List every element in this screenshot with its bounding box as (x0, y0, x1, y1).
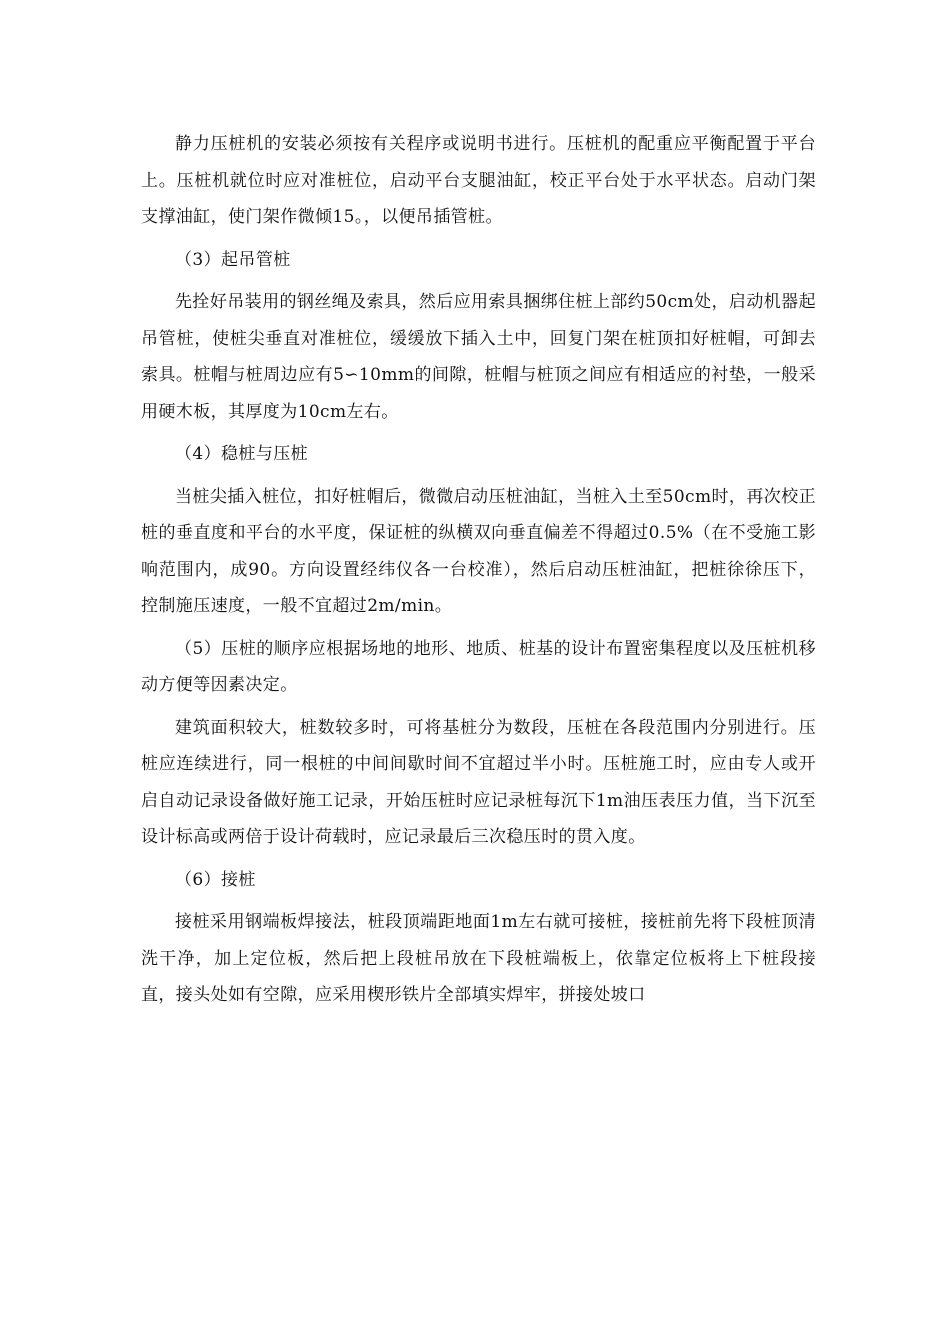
section-heading-pile-splicing: （6）接桩 (175, 869, 256, 890)
paragraph-press-machine-install: 静力压桩机的安装必须按有关程序或说明书进行。压桩机的配重应平衡配置于平台上。压桩机就位时应对准桩位，启动平台支腿油缸，校正平台处于水平状态。启动门架支撑油缸，使门架作微倾15。，以便吊插管桩。 (141, 134, 816, 227)
paragraph-pile-splicing: 接桩采用钢端板焊接法，桩段顶端距地面1m左右就可接桩，接桩前先将下段桩顶清洗干净，加上定位板，然后把上段桩吊放在下段桩端板上，依靠定位板将上下桩段接直，接头处如有空隙，应采用楔形铁片全部填实焊牢，拼接处坡口 (141, 912, 816, 1005)
section-heading-lift-pile: （3）起吊管桩 (175, 249, 291, 270)
section-heading-stabilize-press: （4）稳桩与压桩 (175, 444, 309, 464)
paragraph-press-order: （5）压桩的顺序应根据场地的地形、地质、桩基的设计布置密集程度以及压桩机移动方便等因素决定。 (141, 638, 816, 695)
document-body (141, 126, 816, 1014)
paragraph-lift-pile: 先拴好吊装用的钢丝绳及索具，然后应用索具捆绑住桩上部约50cm处，启动机器起吊管桩，使桩尖垂直对准桩位，缓缓放下插入土中，回复门架在桩顶扣好桩帽，可卸去索具。桩帽与桩周边应有5∽10mm的间隙，桩帽与桩顶之间应有相适应的衬垫，一般采用硬木板，其厚度为10cm左右。 (141, 292, 816, 422)
paragraph-construction-record: 建筑面积较大，桩数较多时，可将基桩分为数段，压桩在各段范围内分别进行。压桩应连续进行，同一根桩的中间间歇时间不宜超过半小时。压桩施工时，应由专人或开启自动记录设备做好施工记录，开始压桩时应记录桩每沉下1m油压表压力值，当下沉至设计标高或两倍于设计荷载时，应记录最后三次稳压时的贯入度。 (141, 717, 816, 847)
paragraph-stabilize-press: 当桩尖插入桩位，扣好桩帽后，微微启动压桩油缸，当桩入土至50cm时，再次校正桩的垂直度和平台的水平度，保证桩的纵横双向垂直偏差不得超过0.5%（在不受施工影响范围内，成90。方向设置经纬仪各一台校准），然后启动压桩油缸，把桩徐徐压下，控制施压速度，一般不宜超过2m/min。 (141, 486, 816, 616)
